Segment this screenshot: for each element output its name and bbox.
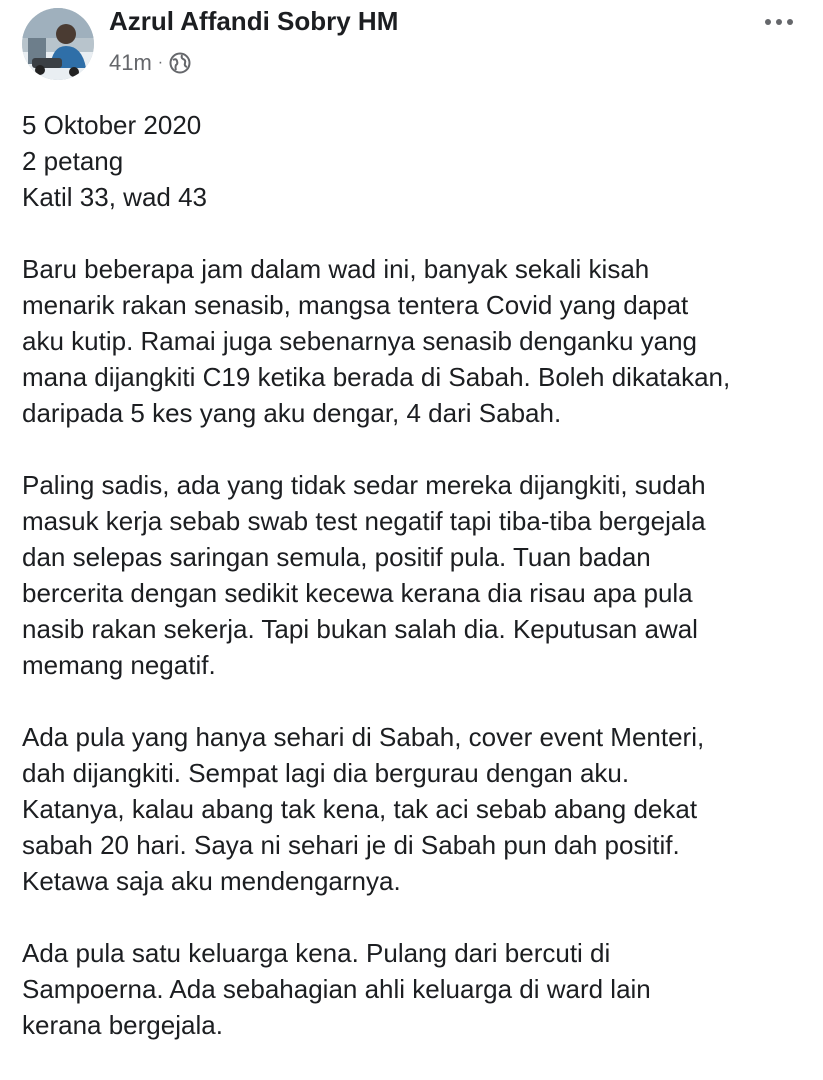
more-dot — [776, 19, 782, 25]
post-text-line: Paling sadis, ada yang tidak sedar mereka dijangkiti, sudah — [22, 470, 706, 500]
post-text-line: Sampoerna. Ada sebahagian ahli keluarga di ward lain — [22, 974, 651, 1004]
post-text — [22, 107, 812, 1079]
post-text-line: masuk kerja sebab swab test negatif tapi tiba-tiba bergejala — [22, 506, 706, 536]
post-text-line: 2 petang — [22, 146, 124, 176]
more-options-icon[interactable] — [759, 10, 799, 34]
author-avatar[interactable] — [22, 8, 94, 80]
post-text-line: mana dijangkiti C19 ketika berada di Sabah. Boleh dikatakan, — [22, 362, 731, 392]
post-text-line: menarik rakan senasib, mangsa tentera Covid yang dapat — [22, 290, 689, 320]
post-text-line: Baru beberapa jam dalam wad ini, banyak sekali kisah — [22, 254, 650, 284]
post-text-line: Ada pula yang hanya sehari di Sabah, cover event Menteri, — [22, 722, 705, 752]
post-text-line: dan selepas saringan semula, positif pula. Tuan badan — [22, 542, 651, 572]
post-header — [0, 0, 823, 90]
post-text-line: dah dijangkiti. Sempat lagi dia bergurau dengan aku. — [22, 758, 630, 788]
post-text-line: Katil 33, wad 43 — [22, 182, 208, 212]
post-paragraph — [22, 107, 812, 215]
more-dot — [787, 19, 793, 25]
meta-separator: · — [157, 54, 164, 71]
post-meta — [109, 48, 191, 78]
post-text-line: Ketawa saja aku mendengarnya. — [22, 866, 401, 896]
post-text-line: Katanya, kalau abang tak kena, tak aci sebab abang dekat — [22, 794, 698, 824]
post-text-line: aku kutip. Ramai juga sebenarnya senasib denganku yang — [22, 326, 698, 356]
post-paragraph — [22, 719, 812, 899]
post-text-line: kerana bergejala. — [22, 1010, 223, 1040]
post-paragraph — [22, 251, 812, 431]
more-dot — [765, 19, 771, 25]
post-paragraph — [22, 467, 812, 683]
post-timestamp[interactable]: 41m — [109, 50, 152, 75]
post-text-line: bercerita dengan sedikit kecewa kerana dia risau apa pula — [22, 578, 693, 608]
avatar-photo — [22, 8, 94, 80]
post-text-line: memang negatif. — [22, 650, 216, 680]
post-paragraph — [22, 935, 812, 1043]
globe-icon[interactable] — [169, 52, 191, 74]
post-text-line: daripada 5 kes yang aku dengar, 4 dari Sabah. — [22, 398, 562, 428]
post-text-line: sabah 20 hari. Saya ni sehari je di Sabah pun dah positif. — [22, 830, 680, 860]
author-name[interactable]: Azrul Affandi Sobry HM — [109, 6, 399, 36]
post-text-line: 5 Oktober 2020 — [22, 110, 202, 140]
post-text-line: nasib rakan sekerja. Tapi bukan salah dia. Keputusan awal — [22, 614, 698, 644]
post-text-line: Ada pula satu keluarga kena. Pulang dari bercuti di — [22, 938, 611, 968]
